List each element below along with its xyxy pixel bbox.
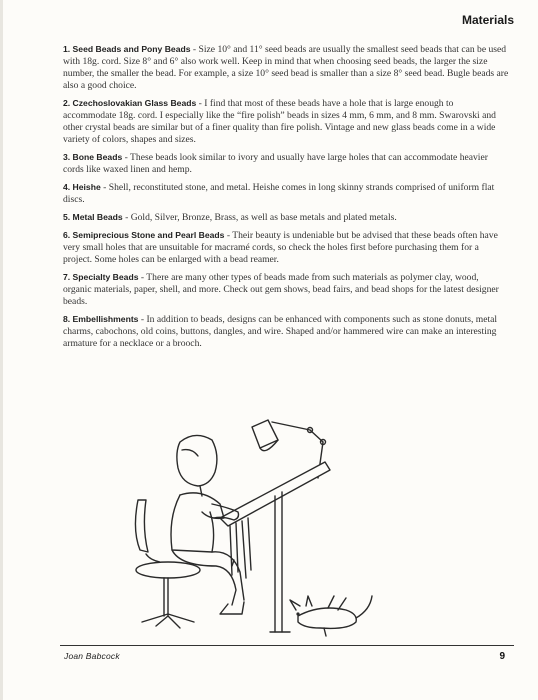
cat-drawing — [290, 596, 372, 636]
list-item — [63, 182, 509, 206]
list-item — [63, 44, 509, 92]
author-name: Joan Babcock — [64, 651, 120, 661]
item-heading: 2. Czechoslovakian Glass Beads — [63, 97, 197, 108]
item-text: - These beads look similar to ivory and usually have large holes that can accommodate heavier cords like waxed linen and hemp. — [63, 151, 488, 175]
list-item — [63, 230, 509, 266]
item-heading: 1. Seed Beads and Pony Beads — [63, 44, 191, 54]
item-text: - Their beauty is undeniable but be advised that these beads often have very small holes that are unsuitable for macramé cords, so check the holes first before purchasing them for a project. Some holes can be enlarged with a bead reamer. — [63, 230, 498, 266]
list-item — [63, 272, 509, 308]
item-heading: 6. Semiprecious Stone and Pearl Beads — [63, 230, 225, 241]
page-edge-shadow — [0, 0, 3, 700]
item-text: - In addition to beads, designs can be enhanced with components such as stone donuts, metal charms, cabochons, old coins, buttons, dangles, and wire. Shaped and/or hammered wire can make an interesting armature for a necklace or a brooch. — [63, 314, 498, 350]
list-item — [63, 152, 509, 176]
woman-beading-illustration — [120, 400, 385, 640]
item-text: - Gold, Silver, Bronze, Brass, as well as base metals and plated metals. — [122, 212, 397, 224]
list-item — [63, 314, 509, 350]
item-heading: 8. Embellishments — [63, 314, 139, 325]
item-text: - I find that most of these beads have a hole that is large enough to accommodate 18g. cord. I especially like the “fire polish” beads in sizes 4 mm, 6 mm, and 8 mm. Swarovski and other crystal beads are similar but of a finer quality than fire polish. Vintage and new glass beads come in a wide variety of colors, shapes and sizes. — [63, 97, 496, 145]
stool-drawing — [135, 500, 200, 628]
item-text: - Shell, reconstituted stone, and metal. Heishe comes in long skinny strands comprised of uniform flat discs. — [63, 181, 495, 205]
item-text: - There are many other types of beads made from such materials as polymer clay, wood, organic materials, paper, shell, and more. Check out gem shows, bead fairs, and bead shops for the latest designer beads. — [63, 272, 499, 308]
list-item — [63, 212, 509, 224]
item-heading: 3. Bone Beads — [63, 151, 123, 162]
woman-figure-drawing — [171, 435, 244, 614]
item-heading: 5. Metal Beads — [63, 212, 123, 223]
list-item — [63, 98, 509, 146]
materials-list — [63, 44, 509, 356]
item-heading: 4. Heishe — [63, 181, 101, 192]
item-heading: 7. Specialty Beads — [63, 272, 139, 283]
footer-divider — [60, 645, 514, 646]
page-number: 9 — [499, 651, 505, 662]
section-title: Materials — [461, 13, 514, 27]
item-text: - Size 10° and 11° seed beads are usually the smallest seed beads that can be used with 18g. cord. Size 8° and 6° also work well. Keep in mind that when choosing seed beads, the larger the size number, the smaller the bead. For example, a size 10° seed bead is smaller than a size 8° seed bead. Bugle beads are also a good choice. — [63, 44, 509, 91]
drafting-board-drawing — [220, 462, 330, 632]
